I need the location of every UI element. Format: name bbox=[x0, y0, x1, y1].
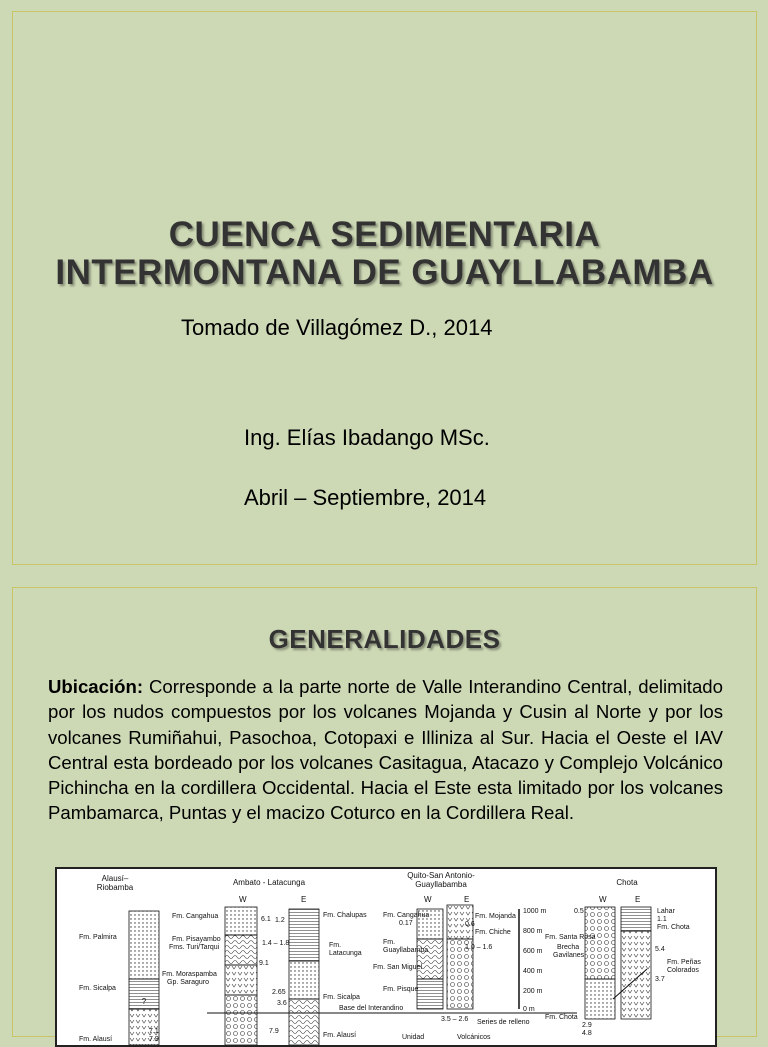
num-n13: 3.5 – 2.6 bbox=[441, 1016, 469, 1023]
title-slide bbox=[12, 11, 757, 565]
scale-800: 800 m bbox=[523, 928, 543, 935]
subtitle: Tomado de Villagómez D., 2014 bbox=[181, 315, 493, 340]
dates: Abril – Septiembre, 2014 bbox=[244, 485, 487, 510]
main-title bbox=[13, 216, 756, 292]
label-alausi: Fm. Alausí bbox=[79, 1036, 113, 1043]
col3-w-middle bbox=[417, 939, 443, 979]
col2-w-base bbox=[225, 995, 257, 1045]
col4-w-lower bbox=[585, 979, 615, 1019]
stratigraphic-columns-figure bbox=[55, 867, 717, 1047]
section-title: GENERALIDADES bbox=[268, 624, 501, 654]
scale-200: 200 m bbox=[523, 988, 543, 995]
label-colorados: Colorados bbox=[667, 967, 699, 974]
scale-600: 600 m bbox=[523, 948, 543, 955]
label-unidad: Unidad bbox=[402, 1034, 425, 1041]
label-guayllabamba: Fm. bbox=[383, 939, 396, 946]
label-pisayambo: Fm. Pisayambo bbox=[172, 936, 221, 943]
col3-title2: Guayllabamba bbox=[415, 880, 467, 889]
col1-upper-unit bbox=[129, 911, 159, 979]
label-series: Series de relleno bbox=[477, 1019, 530, 1026]
col4-e-upper bbox=[621, 907, 651, 931]
label-mojanda: Fm. Mojanda bbox=[475, 913, 516, 920]
label-cangahua: Fm. Cangahua bbox=[172, 913, 219, 920]
num-n18: 2.9 bbox=[582, 1022, 592, 1029]
label-pisque: Fm. Pisque bbox=[383, 986, 419, 993]
num-n9: 7.9 bbox=[269, 1028, 279, 1035]
col1-title: Alausí– bbox=[101, 874, 129, 883]
num-n12: 1.0 – 1.6 bbox=[465, 944, 493, 951]
num-n7: 7.1 bbox=[149, 1028, 159, 1035]
num-n16: 5.4 bbox=[655, 946, 665, 953]
col2-w: W bbox=[239, 895, 247, 904]
label-chota: Fm. Chota bbox=[657, 924, 690, 931]
label-santarosa: Fm. Santa Rosa bbox=[545, 934, 596, 941]
scale-0: 0 m bbox=[523, 1006, 535, 1013]
num-n5: 2.65 bbox=[272, 989, 286, 996]
label-brecha: Brecha bbox=[557, 944, 580, 951]
num-n14: 0.5 bbox=[574, 908, 584, 915]
num-n10: 0.17 bbox=[399, 920, 413, 927]
col2-e: E bbox=[301, 895, 307, 904]
label-guayllabamba2: Guayllabamba bbox=[383, 947, 429, 954]
col4-w: W bbox=[599, 895, 607, 904]
col2-w-upper bbox=[225, 907, 257, 935]
label-alausi2: Fm. Alausí bbox=[323, 1032, 357, 1039]
num-n8: 7.9 bbox=[149, 1036, 159, 1043]
label-saraguro: Gp. Saraguro bbox=[167, 979, 210, 986]
label-base: Base del Interandino bbox=[339, 1005, 404, 1012]
scale-1000: 1000 m bbox=[523, 908, 547, 915]
label-lahar: Lahar bbox=[657, 908, 675, 915]
num-n2: 6.1 bbox=[261, 916, 271, 923]
col2-e-upper bbox=[289, 909, 319, 961]
label-sicalpa2: Fm. Sicalpa bbox=[323, 994, 360, 1001]
num-n3: 1.4 – 1.8 bbox=[262, 940, 290, 947]
label-palmira: Fm. Palmira bbox=[79, 934, 117, 941]
col2-e-lower bbox=[289, 999, 319, 1045]
stratigraphic-diagram bbox=[57, 869, 715, 1045]
label-turi: Fms. Turi/Tarqui bbox=[169, 944, 220, 951]
label-chota2: Fm. Chota bbox=[545, 1014, 578, 1021]
label-volcanicos: Volcánicos bbox=[457, 1034, 491, 1041]
num-n6: 3.6 bbox=[277, 1000, 287, 1007]
col4-e-lower bbox=[621, 931, 651, 1019]
label-sanmiguel: Fm. San Miguel bbox=[373, 964, 423, 971]
num-n1: 1.2 bbox=[275, 917, 285, 924]
main-title-line2: INTERMONTANA DE GUAYLLABAMBA bbox=[55, 253, 714, 292]
col1-title2: Riobamba bbox=[96, 883, 134, 892]
num-n15: 1.1 bbox=[657, 916, 667, 923]
col3-w-lower bbox=[417, 979, 443, 1009]
label-cangahua2: Fm. Cangahua bbox=[383, 912, 430, 919]
col3-w: W bbox=[424, 895, 432, 904]
num-n11: 0.6 bbox=[465, 921, 475, 928]
label-sicalpa: Fm. Sicalpa bbox=[79, 985, 116, 992]
num-n4: 9.1 bbox=[259, 960, 269, 967]
ubicacion-paragraph bbox=[48, 674, 723, 826]
num-n17: 3.7 bbox=[655, 976, 665, 983]
author: Ing. Elías Ibadango MSc. bbox=[244, 425, 490, 450]
col3-title: Quito-San Antonio- bbox=[407, 871, 475, 880]
col2-w-middle bbox=[225, 935, 257, 965]
label-chalupas: Fm. Chalupas bbox=[323, 912, 367, 919]
col4-title: Chota bbox=[616, 878, 638, 887]
col2-title: Ambato - Latacunga bbox=[232, 878, 306, 887]
label-chiche: Fm. Chiche bbox=[475, 929, 511, 936]
col3-e: E bbox=[464, 895, 470, 904]
label-latacunga2: Latacunga bbox=[329, 950, 362, 957]
label-moraspamba: Fm. Moraspamba bbox=[162, 971, 217, 978]
scale-400: 400 m bbox=[523, 968, 543, 975]
ubicacion-label: Ubicación: bbox=[48, 676, 144, 697]
num-n19: 4.8 bbox=[582, 1030, 592, 1037]
label-penas: Fm. Peñas bbox=[667, 959, 701, 966]
main-title-line1: CUENCA SEDIMENTARIA bbox=[168, 215, 601, 254]
col4-w-upper bbox=[585, 907, 615, 979]
col2-w-lower bbox=[225, 965, 257, 995]
col4-e: E bbox=[635, 895, 641, 904]
col2-e-middle bbox=[289, 961, 319, 999]
col1-question: ? bbox=[141, 997, 147, 1006]
label-latacunga: Fm. bbox=[329, 942, 342, 949]
label-gavilanes: Gavilanes bbox=[553, 952, 585, 959]
ubicacion-text: Corresponde a la parte norte de Valle Interandino Central, delimitado por los nudos compuestos por los volcanes Mojanda y Cusin al Norte y por los volcanes Rumiñahui, Pasochoa, Cotopaxi e Illiniza al Sur. Hacia el Oeste el IAV Central esta bordeado por los volcanes Casitagua, Atacazo y Complejo Volcánico Pichincha en la cordillera Occidental. Hacia el Este esta limitado por los volcanes Pambamarca, Puntas y el macizo Coturco en la Cordillera Real. bbox=[48, 676, 723, 824]
generalidades-slide bbox=[12, 587, 757, 1043]
